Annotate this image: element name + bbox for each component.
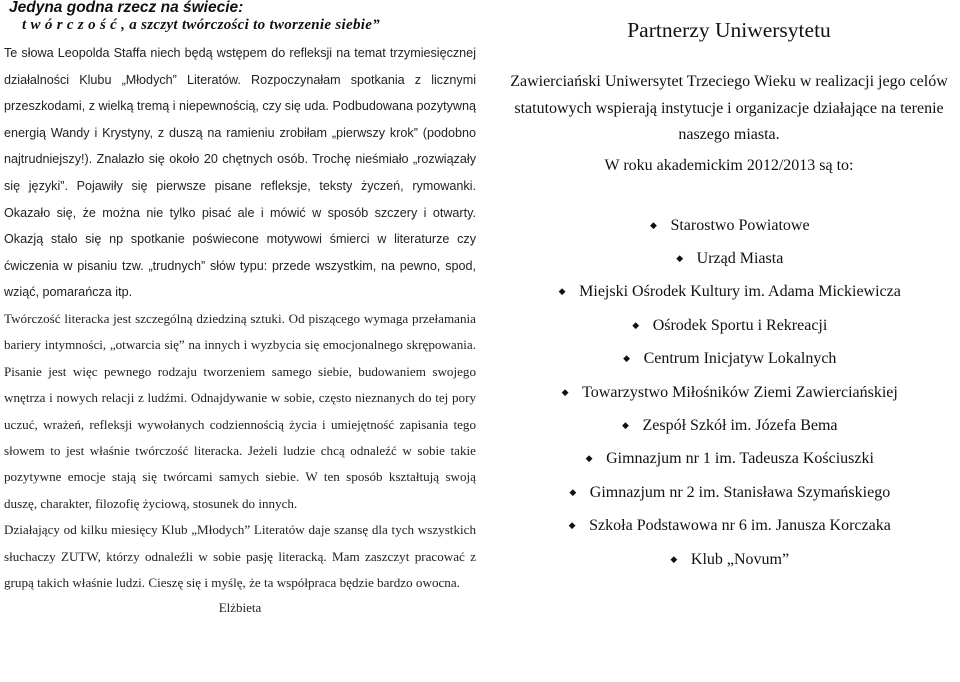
partners-column: [506, 14, 952, 576]
diamond-bullet-icon: ◆: [623, 353, 631, 364]
partners-title: Partnerzy Uniwersytetu: [627, 18, 831, 42]
diamond-bullet-icon: ◆: [585, 453, 593, 464]
diamond-bullet-icon: ◆: [568, 520, 576, 531]
article-subheadline: t w ó r c z o ś ć , a szczyt twórczości to tworzenie siebie”: [22, 17, 380, 33]
partners-year-line: W roku akademickim 2012/2013 są to:: [604, 156, 854, 174]
article-column: [4, 0, 476, 616]
partner-item: [506, 509, 952, 542]
partner-item: [506, 476, 952, 509]
partner-label: Ośrodek Sportu i Rekreacji: [652, 316, 828, 334]
partners-intro: Zawierciański Uniwersytet Trzeciego Wieku w realizacji jego celów statutowych wspierają instytucje i organizacje działające na terenie naszego miasta.: [510, 73, 948, 143]
article-paragraph-2: Twórczość literacka jest szczególną dziedziną sztuki. Od piszącego wymaga przełamania bariery intymności, „otwarcia się” na innych i wyzbycia się emocjonalnego skrępowania. Pisanie jest więc pewnego rodzaju tworzeniem samego siebie, budowaniem swojego wnętrza i nowych relacji z ludźmi. Odnajdywanie w sobie, często nieznanych do tej pory uczuć, wrażeń, refleksji wywołanych codziennością życia i umiejętność zapisania tego słowem to jest właśnie twórczość literacka. Jeżeli ludzie chcą odnaleźć w sobie takie pozytywne emocje stają się twórcami samych siebie. W ten sposób kształtują swoją duszę, charakter, filozofię życiową, stosunek do innych.: [4, 310, 476, 511]
partner-item: [506, 442, 952, 475]
partner-item: [506, 342, 952, 375]
diamond-bullet-icon: ◆: [632, 319, 640, 330]
diamond-bullet-icon: ◆: [561, 386, 569, 397]
partner-item: [506, 209, 952, 242]
partners-list: [506, 209, 952, 576]
article-paragraph-1: Te słowa Leopolda Staffa niech będą wstępem do refleksji na temat trzymiesięcznej działalności Klubu „Młodych” Literatów. Rozpoczynałam spotkania z licznymi przeszkodami, z wielką tremą i niepewnością, czy się uda. Podbudowana pozytywną energią Wandy i Krystyny, z duszą na ramieniu zrobiłam „pierwszy krok” (podobno najtrudniejszy!). Znalazło się około 20 chętnych osób. Trochę nieśmiało „rozwiązały się języki”. Pojawiły się pierwsze pisane refleksje, teksty życzeń, rymowanki. Okazało się, że można nie tylko pisać ale i mówić w sposób szczery i otwarty. Okazją stało się np spotkanie poświecone motywowi śmierci w literaturze czy ćwiczenia w pisaniu tzw. „trudnych” słów typu: przede wszystkim, na pewno, spod, wziąć, pomarańcza itp.: [4, 46, 476, 300]
partner-label: Miejski Ośrodek Kultury im. Adama Mickiewicza: [579, 283, 901, 301]
article-headline: Jedyna godna rzecz na świecie:: [9, 0, 244, 16]
partner-item: [506, 242, 952, 275]
partner-label: Szkoła Podstawowa nr 6 im. Janusza Korczaka: [589, 517, 891, 535]
diamond-bullet-icon: ◆: [670, 553, 678, 564]
partner-label: Zespół Szkół im. Józefa Bema: [642, 416, 838, 434]
diamond-bullet-icon: ◆: [649, 219, 657, 230]
partner-item: [506, 409, 952, 442]
diamond-bullet-icon: ◆: [676, 252, 684, 263]
partner-label: Centrum Inicjatyw Lokalnych: [643, 350, 837, 368]
diamond-bullet-icon: ◆: [558, 286, 566, 297]
diamond-bullet-icon: ◆: [569, 486, 577, 497]
partner-item: [506, 309, 952, 342]
partner-item: [506, 543, 952, 576]
partner-label: Gimnazjum nr 2 im. Stanisława Szymańskiego: [589, 483, 891, 501]
partner-label: Starostwo Powiatowe: [670, 216, 810, 234]
partner-label: Urząd Miasta: [696, 249, 784, 267]
partner-label: Klub „Novum”: [690, 550, 790, 568]
partner-label: Towarzystwo Miłośników Ziemi Zawierciańskiej: [582, 383, 898, 401]
article-paragraph-3: Działający od kilku miesięcy Klub „Młodych” Literatów daje szansę dla tych wszystkich słuchaczy ZUTW, którzy odnaleźli w sobie pasję literacką. Mam zaszczyt pracować z grupą takich właśnie ludzi. Cieszę się i myślę, że ta współpraca będzie bardzo owocna.: [4, 522, 476, 590]
partner-item: [506, 275, 952, 308]
article-signature: Elżbieta: [218, 600, 262, 616]
diamond-bullet-icon: ◆: [622, 419, 629, 430]
partner-label: Gimnazjum nr 1 im. Tadeusza Kościuszki: [606, 450, 874, 468]
partner-item: [506, 376, 952, 409]
